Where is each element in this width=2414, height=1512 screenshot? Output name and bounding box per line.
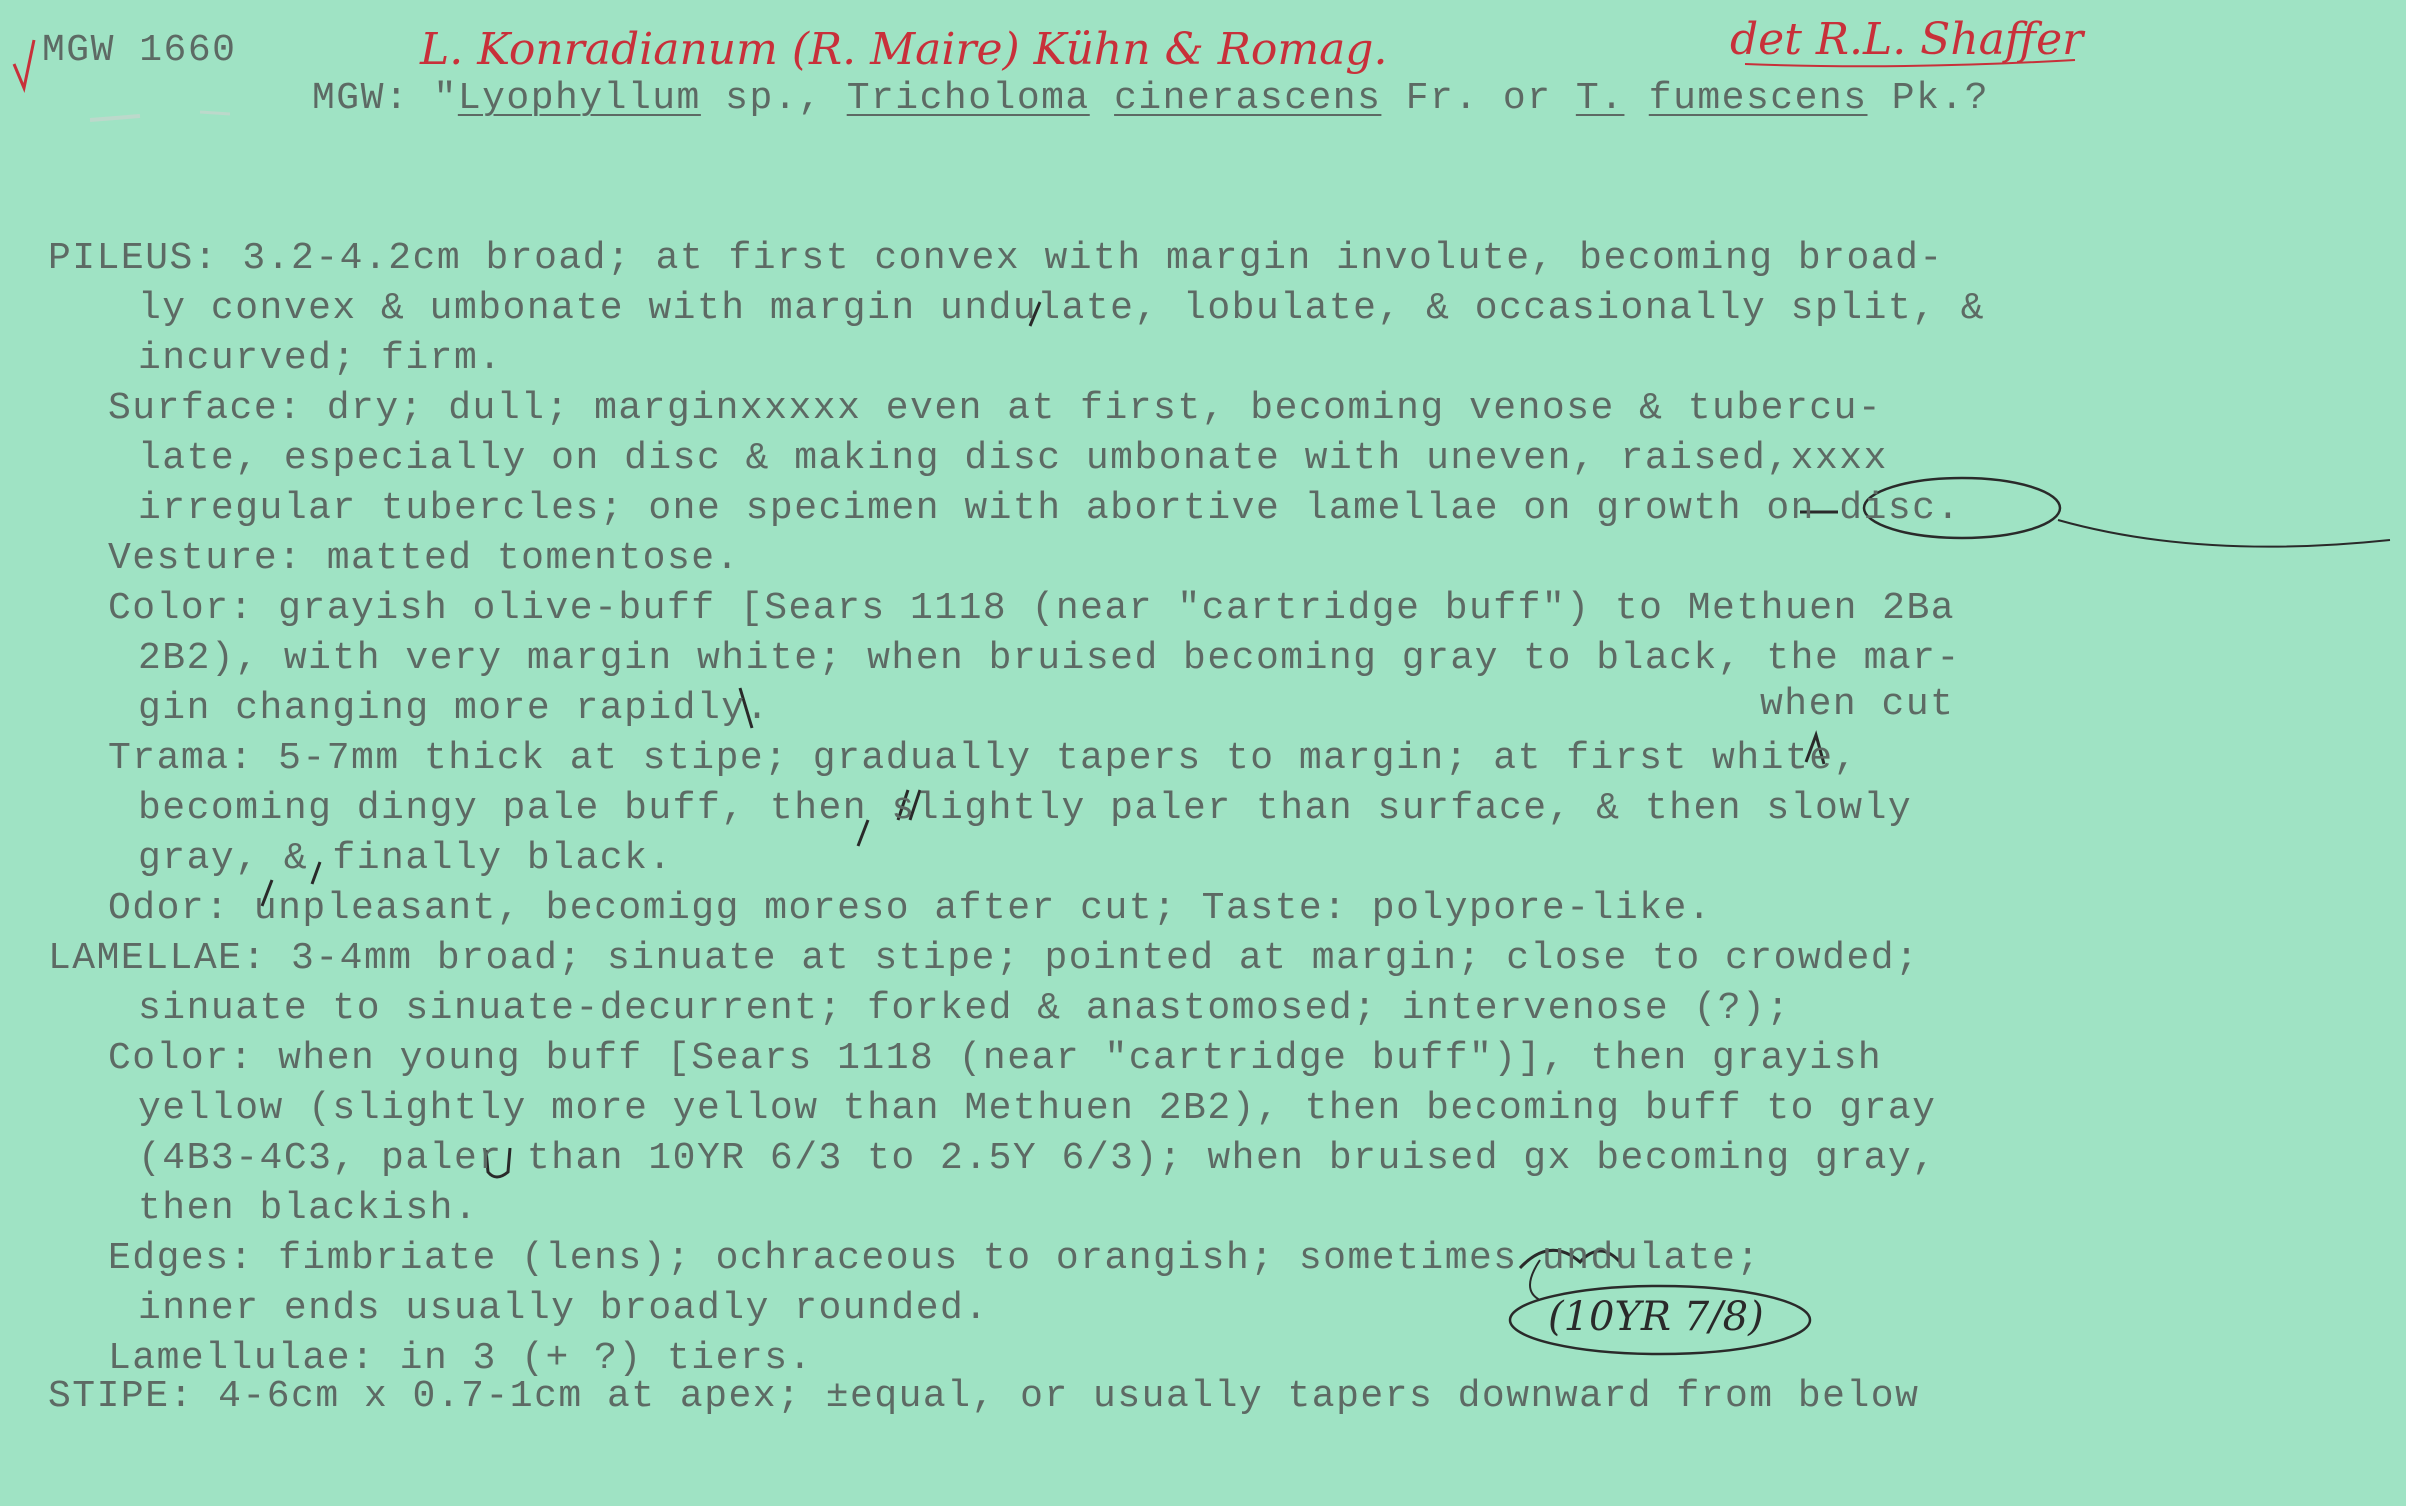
text-line: inner ends usually broadly rounded. [138, 1287, 989, 1330]
text-line: Color: grayish olive-buff [Sears 1118 (near "cartridge buff") to Methuen 2Ba [108, 587, 1956, 630]
text-line: Vesture: matted tomentose. [108, 537, 740, 580]
text-line: LAMELLAE: 3-4mm broad; sinuate at stipe; pointed at margin; close to crowded; [48, 937, 1920, 980]
text-line: sinuate to sinuate-decurrent; forked & anastomosed; intervenose (?); [138, 987, 1791, 1030]
handwritten-color-code: (10YR 7/8) [1548, 1294, 1764, 1340]
text-line: becoming dingy pale buff, then slightly paler than surface, & then slowly [138, 787, 1913, 830]
text-line: Edges: fimbriate (lens); ochraceous to orangish; sometimes undulate; [108, 1237, 1761, 1280]
text-line: ly convex & umbonate with margin undulate, lobulate, & occasionally split, & [138, 287, 1986, 330]
check-mark-icon [14, 40, 34, 88]
text-line: irregular tubercles; one specimen with abortive lamellae on growth on disc. [138, 487, 1961, 530]
text-line: 2B2), with very margin white; when bruised becoming gray to black, the mar- [138, 637, 1961, 680]
genus-t: T. [1575, 77, 1625, 120]
text-line: STIPE: 4-6cm x 0.7-1cm at apex; ±equal, or usually tapers downward from below [48, 1375, 1920, 1418]
text-line: yellow (slightly more yellow than Methuen 2B2), then becoming buff to gray [138, 1087, 1937, 1130]
genus-tricholoma: Tricholoma [846, 77, 1090, 120]
text-line: Lamellulae: in 3 (+ ?) tiers. [108, 1337, 813, 1380]
growth-arrow [2058, 520, 2390, 547]
determiner-note: det R.L. Shaffer [1730, 14, 2084, 65]
tentative-identification: MGW: "Lyophyllum sp., Tricholoma cinerascens Fr. or T. fumescens Pk.? [312, 77, 1990, 120]
text-line: PILEUS: 3.2-4.2cm broad; at first convex with margin involute, becoming broad- [48, 237, 1944, 280]
text-line: Surface: dry; dull; marginxxxxx even at first, becoming venose & tubercu- [108, 387, 1883, 430]
species-cinerascens: cinerascens [1114, 77, 1382, 120]
text-line: Color: when young buff [Sears 1118 (near "cartridge buff")], then grayish [108, 1037, 1883, 1080]
text-line: gray, & finally black. [138, 837, 673, 880]
text-line: late, especially on disc & making disc umbonate with uneven, raised,xxxx [138, 437, 1888, 480]
text-line: (4B3-4C3, paler than 10YR 6/3 to 2.5Y 6/3); when bruised gx becoming gray, [138, 1137, 1937, 1180]
text-line: incurved; firm. [138, 337, 503, 380]
text-line: Trama: 5-7mm thick at stipe; gradually tapers to margin; at first white, [108, 737, 1858, 780]
text-line: gin changing more rapidly. [138, 687, 770, 730]
text-line: Odor: unpleasant, becomigg moreso after cut; Taste: polypore-like. [108, 887, 1713, 930]
genus-lyophyllum: Lyophyllum [457, 77, 701, 120]
text-line: then blackish. [138, 1187, 479, 1230]
accession-number: MGW 1660 [42, 29, 237, 72]
species-fumescens: fumescens [1648, 77, 1868, 120]
handwritten-species-name: L. Konradianum (R. Maire) Kühn & Romag. [420, 24, 1388, 75]
when-cut-insert: when cut [1760, 683, 1955, 726]
